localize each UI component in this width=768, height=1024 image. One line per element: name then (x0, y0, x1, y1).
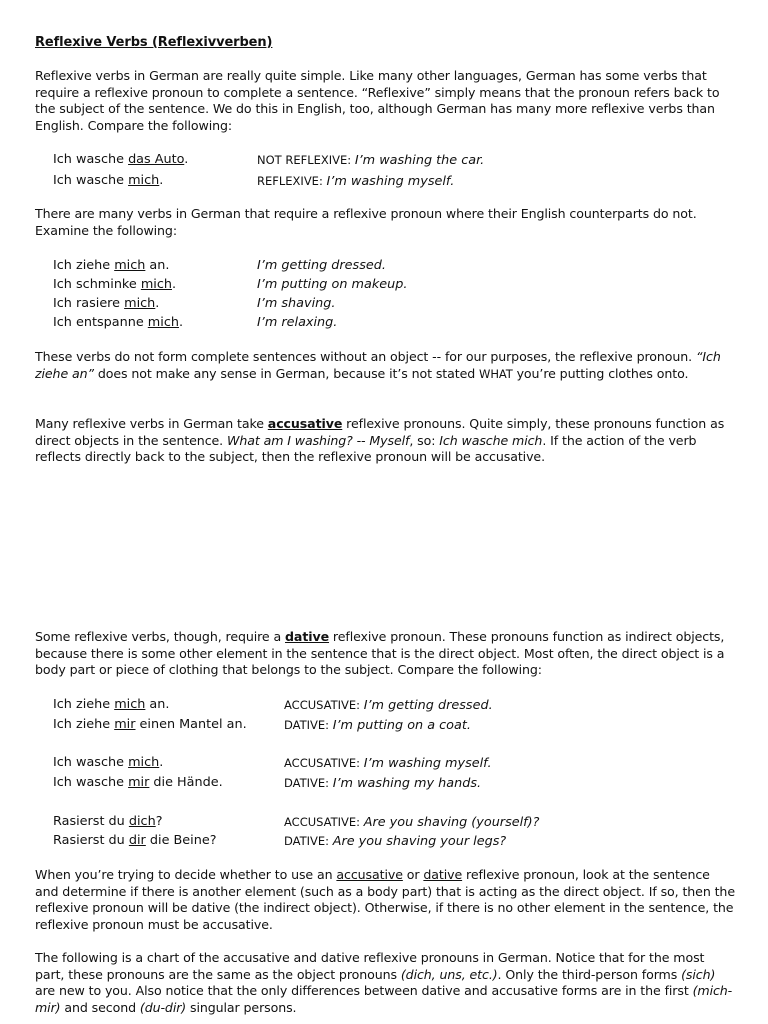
example-text: . (159, 173, 164, 188)
label-accusative: ACCUSATIVE: (284, 815, 364, 829)
example-text: Ich entspanne (53, 315, 148, 330)
english-gloss: I’m washing my hands. (332, 776, 482, 791)
paragraph-5 (35, 629, 735, 679)
english-gloss: I’m putting on a coat. (332, 718, 471, 733)
para-text: The following is a chart of the accusative and dative reflexive pronouns in German. Notice that for the most part, these pronouns are the same as the object pronouns (35, 950, 705, 982)
para-text: and second (60, 999, 140, 1015)
label-dative: DATIVE: (284, 718, 333, 732)
intro-paragraph: Reflexive verbs in German are really quite simple. Like many other languages, German has some verbs that require a reflexive pronoun to complete a sentence. “Reflexive” simply means that the pronoun refers back to the subject of the sentence. We do this in English, too, although German has many more reflexive verbs than English. Compare the following: (35, 68, 720, 133)
keyword-dative: dative (285, 629, 330, 644)
para-text: , so: (409, 432, 440, 448)
example-text: ? (155, 814, 163, 829)
small-caps-word: WHAT (479, 366, 513, 381)
underlined-word: mich (128, 755, 160, 770)
label-dative: DATIVE: (284, 776, 333, 790)
translation-row (284, 833, 506, 850)
example-text: die Beine? (145, 833, 217, 848)
example-row (53, 833, 217, 849)
para-text: . Only the third-person forms (497, 966, 682, 982)
example-text: Ich wasche (53, 173, 129, 188)
example-row (53, 152, 188, 168)
example-row (53, 755, 163, 771)
example-text: einen Mantel an. (135, 717, 247, 732)
underlined-word: mich (124, 296, 156, 311)
para-text: Many reflexive verbs in German take (35, 416, 268, 431)
underlined-word: mich (128, 173, 160, 188)
italic-example: (du-dir) (139, 999, 187, 1015)
english-gloss: I’m relaxing. (257, 315, 338, 330)
english-gloss: I’m shaving. (257, 296, 336, 311)
example-text: Ich ziehe (53, 717, 115, 732)
label-accusative: ACCUSATIVE: (284, 756, 364, 770)
example-text: Ich ziehe (53, 697, 115, 712)
example-text: . (159, 755, 164, 770)
underlined-word: mich (114, 258, 146, 273)
paragraph-7 (35, 950, 735, 1016)
english-gloss: I’m washing the car. (354, 153, 485, 168)
example-text: Ich rasiere (53, 296, 125, 311)
italic-example: (sich) (681, 966, 716, 982)
example-text: Rasierst du (53, 833, 129, 848)
paragraph-2: There are many verbs in German that require a reflexive pronoun where their English counterparts do not. Examine the following: (35, 206, 697, 238)
english-gloss: I’m washing myself. (326, 174, 455, 189)
para-text: These verbs do not form complete sentences without an object -- for our purposes, the reflexive pronoun. (35, 349, 696, 364)
translation-row (284, 775, 481, 792)
underlined-word: das Auto (128, 152, 185, 167)
para-text: does not make any sense in German, because it’s not stated (93, 365, 480, 381)
example-text: Ich schminke (53, 277, 141, 292)
english-gloss: I’m getting dressed. (363, 698, 493, 713)
page-title: Reflexive Verbs (Reflexivverben) (35, 35, 273, 50)
example-row (53, 296, 159, 312)
label-accusative: ACCUSATIVE: (284, 698, 364, 712)
para-text: reflexive pronoun, look at the sentence and determine if there is another element (such as a body part) that is acting as the direct object. If so, then the reflexive pronoun will be dative (the indirect object). Otherwise, if there is no other element in the sentence, the reflexive pronoun must be accusative. (35, 867, 735, 932)
underlined-word: dir (128, 833, 146, 848)
example-text: . (178, 315, 184, 330)
italic-example: Ich wasche mich (439, 432, 543, 448)
example-text: Ich wasche (53, 152, 129, 167)
english-gloss: I’m getting dressed. (257, 258, 386, 273)
example-row (53, 277, 176, 293)
example-text: Rasierst du (53, 814, 129, 829)
example-text: . (155, 296, 160, 311)
example-text: an. (145, 258, 170, 273)
italic-quote: “Ich ziehe an” (35, 349, 721, 381)
underlined-word: dich (128, 814, 156, 829)
translation-row (257, 152, 484, 169)
para-text: reflexive pronoun. These pronouns function as indirect objects, because there is some other element in the sentence that is the direct object. Most often, the direct object is a body part or piece of clothing that belongs to the subject. Compare the following: (35, 629, 725, 677)
italic-example: (dich, uns, etc.) (400, 966, 498, 982)
example-text: an. (145, 697, 170, 712)
example-text: . (172, 277, 177, 292)
underlined-dative: dative (423, 867, 463, 882)
translation-row (284, 755, 492, 772)
para-text: . If the action of the verb reflects directly back to the subject, then the reflexive pronoun will be accusative. (35, 432, 697, 464)
para-text: are new to you. Also notice that the only differences between dative and accusative forms are in the first (35, 983, 693, 998)
translation-row (257, 173, 454, 190)
example-row (53, 697, 169, 713)
paragraph-3 (35, 349, 735, 382)
english-gloss: Are you shaving your legs? (332, 834, 507, 849)
example-row (53, 173, 163, 189)
para-text: Some reflexive verbs, though, require a (35, 629, 286, 644)
example-text: Ich wasche (53, 775, 129, 790)
italic-example: (mich-mir) (35, 983, 733, 1015)
example-row (53, 315, 183, 331)
keyword-accusative: accusative (267, 416, 343, 431)
translation-row (284, 697, 493, 714)
example-text: die Hände. (149, 775, 223, 790)
translation-row (284, 717, 471, 734)
underlined-word: mich (140, 277, 173, 292)
para-text: reflexive pronouns. Quite simply, these pronouns function as direct objects in the sentence. (35, 416, 725, 448)
underlined-word: mir (114, 717, 136, 732)
example-text: Ich wasche (53, 755, 129, 770)
italic-question: What am I washing? -- Myself (226, 432, 410, 448)
underlined-word: mich (147, 315, 179, 330)
example-row (53, 814, 163, 830)
underlined-word: mich (114, 697, 146, 712)
para-text: or (402, 867, 424, 882)
underlined-accusative: accusative (336, 867, 403, 882)
underlined-word: mir (128, 775, 150, 790)
example-text: Ich ziehe (53, 258, 115, 273)
para-text: you’re putting clothes onto. (512, 365, 689, 381)
para-text: singular persons. (186, 999, 297, 1015)
example-row (53, 258, 169, 274)
label-dative: DATIVE: (284, 834, 333, 848)
example-row (53, 775, 223, 791)
label-reflexive: REFLEXIVE: (257, 174, 327, 188)
english-gloss: I’m washing myself. (363, 756, 492, 771)
paragraph-6 (35, 867, 735, 933)
label-not-reflexive: NOT REFLEXIVE: (257, 153, 355, 167)
english-gloss: I’m putting on makeup. (257, 277, 408, 292)
paragraph-4 (35, 416, 735, 466)
translation-row (284, 814, 539, 831)
english-gloss: Are you shaving (yourself)? (363, 815, 540, 830)
para-text: When you’re trying to decide whether to use an (35, 867, 337, 882)
example-row (53, 717, 247, 733)
example-text: . (184, 152, 189, 167)
